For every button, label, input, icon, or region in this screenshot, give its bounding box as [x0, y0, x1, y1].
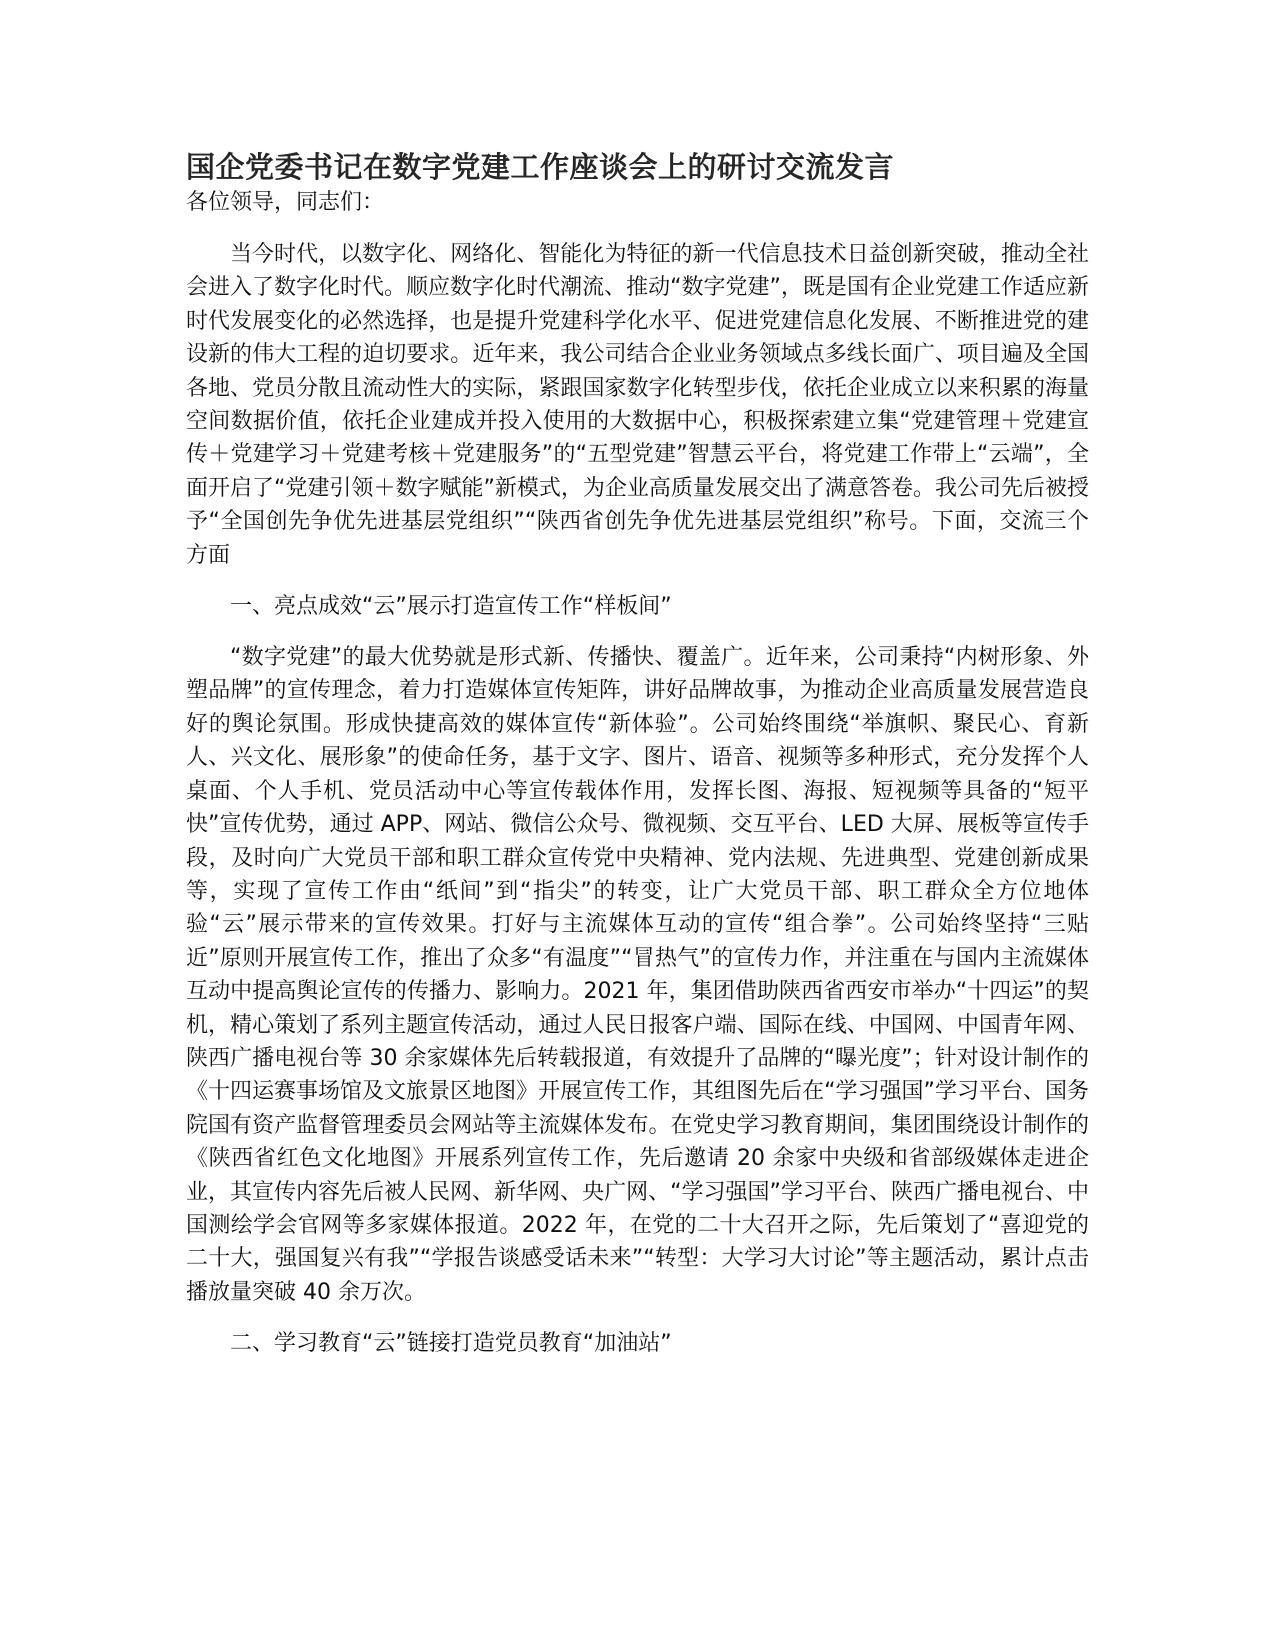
document-title: 国企党委书记在数字党建工作座谈会上的研讨交流发言 [186, 150, 895, 184]
paragraph-intro: 当今时代，以数字化、网络化、智能化为特征的新一代信息技术日益创新突破，推动全社会进入了数字化时代。顺应数字化时代潮流、推动“数字党建”，既是国有企业党建工作适应新时代发展变化的必然选择，也是提升党建科学化水平、促进党建信息化发展、不断推进党的建设新的伟大工程的迫切要求。近年来，我公司结合企业业务领域点多线长面广、项目遍及全国各地、党员分散且流动性大的实际，紧跟国家数字化转型步伐，依托企业成立以来积累的海量空间数据价值，依托企业建成并投入使用的大数据中心，积极探索建立集“党建管理＋党建宣传＋党建学习＋党建考核＋党建服务”的“五型党建”智慧云平台，将党建工作带上“云端”，全面开启了“党建引领＋数字赋能”新模式，为企业高质量发展交出了满意答卷。我公司先后被授予“全国创先争优先进基层党组织”“陕西省创先争优先进基层党组织”称号。下面，交流三个方面 [186, 242, 1089, 568]
paragraph-section-1: “数字党建”的最大优势就是形式新、传播快、覆盖广。近年来，公司秉持“内树形象、外塑品牌”的宣传理念，着力打造媒体宣传矩阵，讲好品牌故事，为推动企业高质量发展营造良好的舆论氛围。形成快捷高效的媒体宣传“新体验”。公司始终围绕“举旗帜、聚民心、育新人、兴文化、展形象”的使命任务，基于文字、图片、语音、视频等多种形式，充分发挥个人桌面、个人手机、党员活动中心等宣传载体作用，发挥长图、海报、短视频等具备的“短平快”宣传优势，通过 APP、网站、微信公众号、微视频、交互平台、LED 大屏、展板等宣传手段，及时向广大党员干部和职工群众宣传党中央精神、党内法规、先进典型、党建创新成果等，实现了宣传工作由“纸间”到“指尖”的转变，让广大党员干部、职工群众全方位地体验“云”展示带来的宣传效果。打好与主流媒体互动的宣传“组合拳”。公司始终坚持“三贴近”原则开展宣传工作，推出了众多“有温度”“冒热气”的宣传力作，并注重在与国内主流媒体互动中提高舆论宣传的传播力、影响力。2021 年，集团借助陕西省西安市举办“十四运”的契机，精心策划了系列主题宣传活动，通过人民日报客户端、国际在线、中国网、中国青年网、陕西广播电视台等 30 余家媒体先后转载报道，有效提升了品牌的“曝光度”；针对设计制作的《十四运赛事场馆及文旅景区地图》开展宣传工作，其组图先后在“学习强国”学习平台、国务院国有资产监督管理委员会网站等主流媒体发布。在党史学习教育期间，集团围绕设计制作的《陕西省红色文化地图》开展系列宣传工作，先后邀请 20 余家中央级和省部级媒体走进企业，其宣传内容先后被人民网、新华网、央广网、“学习强国”学习平台、陕西广播电视台、中国测绘学会官网等多家媒体报道。2022 年，在党的二十大召开之际，先后策划了“喜迎党的二十大，强国复兴有我”“学报告谈感受话未来”“转型：大学习大讨论”等主题活动，累计点击播放量突破 40 余万次。 [186, 645, 1089, 1305]
salutation: 各位领导，同志们： [186, 190, 385, 215]
section-heading-2: 二、学习教育“云”链接打造党员教育“加油站” [230, 1331, 672, 1357]
section-heading-1: 一、亮点成效“云”展示打造宣传工作“样板间” [230, 594, 672, 620]
